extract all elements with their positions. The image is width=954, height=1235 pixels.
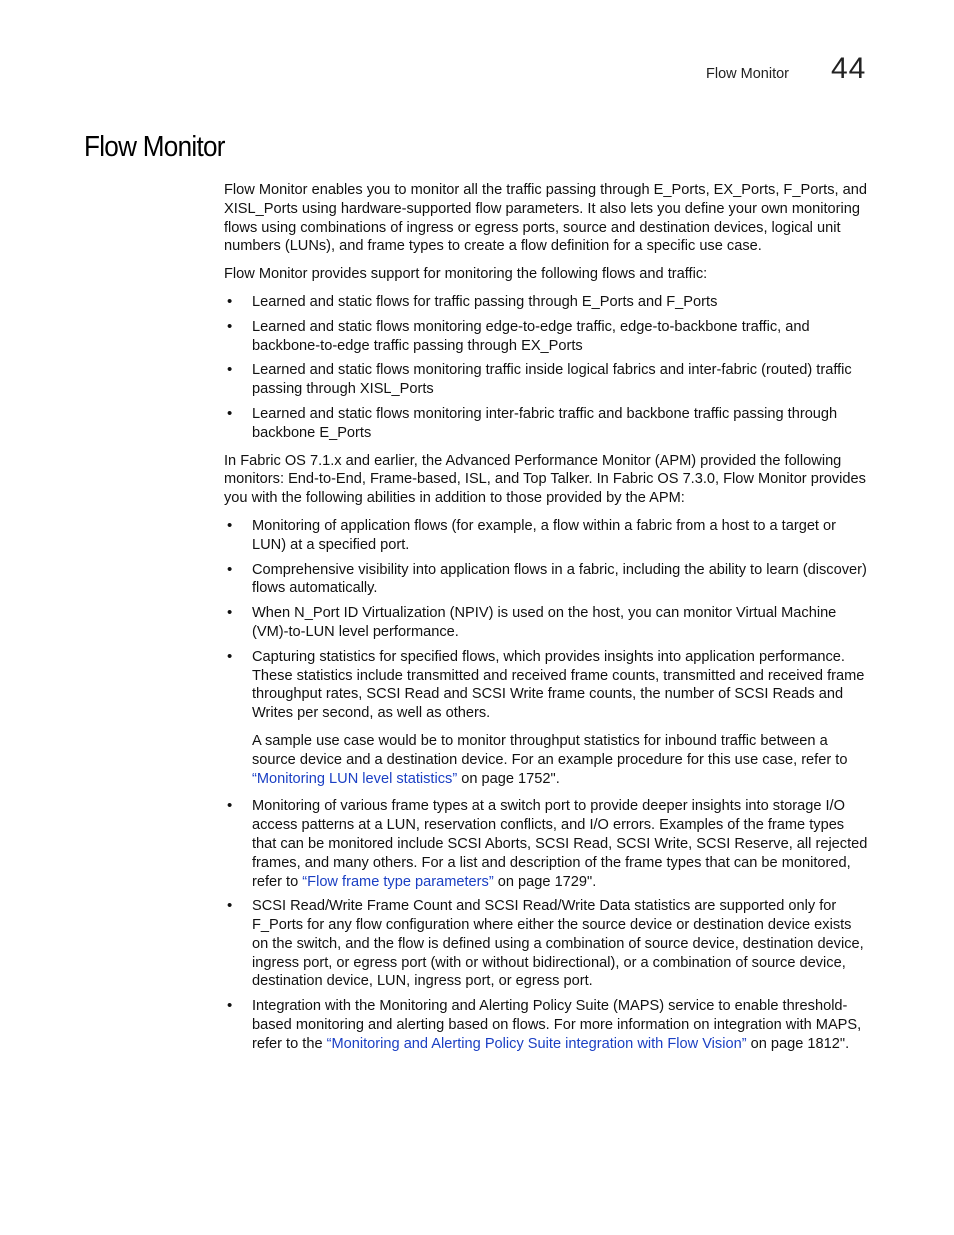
list-item	[224, 604, 870, 642]
list-item	[224, 648, 870, 789]
list-item	[224, 293, 870, 312]
page-title: Flow Monitor	[84, 131, 225, 163]
list-item-text: Monitoring of various frame types at a switch port to provide deeper insights into storage I/O access patterns at a LUN, reservation conflicts, and I/O errors. Examples of the frame types that can be monitored include SCSI Aborts, SCSI Read, SCSI Write, SCSI Reserve, all rejected frames, and many others. For a list and description of the frame types that can be monitored, refer to	[252, 798, 868, 890]
flows-list	[224, 293, 870, 443]
link-lun-level-statistics[interactable]: “Monitoring LUN level statistics”	[252, 770, 458, 787]
list-item-text: Learned and static flows monitoring edge-to-edge traffic, edge-to-backbone traffic, and backbone-to-edge traffic passing through EX_Ports	[252, 318, 810, 354]
chapter-number: 44	[831, 52, 867, 85]
page-reference: on page 1729".	[493, 873, 597, 890]
list-item	[224, 405, 870, 443]
list-item-text: Learned and static flows monitoring inter-fabric traffic and backbone traffic passing through backbone E_Ports	[252, 405, 838, 441]
apm-paragraph: In Fabric OS 7.1.x and earlier, the Advanced Performance Monitor (APM) provided the following monitors: End-to-End, Frame-based, ISL, and Top Talker. In Fabric OS 7.3.0, Flow Monitor provides you with the following abilities in addition to those provided by the APM:	[224, 452, 866, 507]
running-header-section: Flow Monitor	[706, 66, 789, 82]
intro-lead-in: Flow Monitor provides support for monitoring the following flows and traffic:	[224, 266, 708, 283]
abilities-list	[224, 517, 870, 1054]
body-content	[224, 181, 870, 1063]
list-item	[224, 897, 870, 991]
list-item-text: When N_Port ID Virtualization (NPIV) is used on the host, you can monitor Virtual Machine (VM)-to-LUN level performance.	[252, 605, 837, 640]
list-item-text: • Capturing statistics for specified flows, which provides insights into application performance. These statistics include transmitted and received frame counts, transmitted and received frame throughput rates, SCSI Read and SCSI Write frame counts, the number of SCSI Reads and Writes per second, as well as others.	[252, 648, 865, 722]
list-item	[224, 797, 870, 891]
list-item-text: Learned and static flows for traffic passing through E_Ports and F_Ports	[252, 293, 718, 310]
intro-paragraph: Flow Monitor enables you to monitor all the traffic passing through E_Ports, EX_Ports, F_Ports, and XISL_Ports using hardware-supported flow parameters. It also lets you define your own monitoring flows using combinations of ingress or egress ports, source and destination devices, logical unit numbers (LUNs), and frame types to create a flow definition for a specific use case.	[224, 182, 867, 255]
list-item	[224, 318, 870, 356]
list-item	[224, 361, 870, 399]
note-text: A sample use case would be to monitor throughput statistics for inbound traffic between a source device and a destination device. For an example procedure for this use case, refer to	[252, 732, 848, 768]
link-flow-frame-type-parameters[interactable]: “Flow frame type parameters”	[302, 873, 494, 890]
list-item-text: Learned and static flows monitoring traffic inside logical fabrics and inter-fabric (routed) traffic passing through XISL_Ports	[252, 362, 852, 398]
link-maps-integration[interactable]: “Monitoring and Alerting Policy Suite integration with Flow Vision”	[326, 1035, 747, 1052]
list-item-text: Comprehensive visibility into application flows in a fabric, including the ability to learn (discover) flows automatically.	[252, 561, 867, 597]
list-item-text: SCSI Read/Write Frame Count and SCSI Read/Write Data statistics are supported only for F_Ports for any flow configuration where either the source device or destination device exists on the switch, and the flow is defined using a combination of source device, destination device, ingress port, or egress port (with or without bidirectional), or a combination of source device, destination device, LUN, ingress port, or egress port.	[252, 898, 864, 990]
use-case-note	[252, 732, 870, 788]
page-reference: on page 1812".	[746, 1035, 850, 1052]
list-item-text: Monitoring of application flows (for example, a flow within a fabric from a host to a target or LUN) at a specified port.	[252, 517, 837, 553]
list-item	[224, 517, 870, 555]
list-item-text: Integration with the Monitoring and Alerting Policy Suite (MAPS) service to enable threshold-based monitoring and alerting based on flows. For more information on integration with MAPS, refer to the	[252, 998, 862, 1052]
list-item	[224, 561, 870, 599]
page-reference: on page 1752".	[457, 770, 560, 787]
list-item	[224, 997, 870, 1053]
